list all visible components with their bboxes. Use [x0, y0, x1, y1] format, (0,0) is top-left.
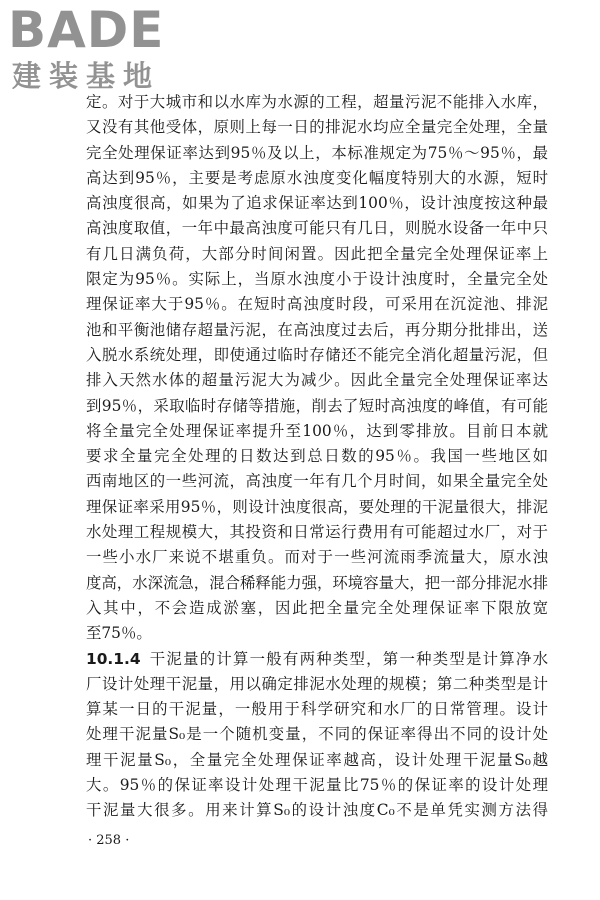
text-line: 入其中，不会造成淤塞，因此把全量完全处理保证率下限放宽: [86, 598, 548, 617]
section-first-line: [86, 647, 548, 672]
text-line: 水处理工程规模大，其投资和日常运行费用有可能超过水厂，对于: [86, 523, 548, 542]
text-line: 限定为95％。实际上，当原水浊度小于设计浊度时，全量完全处: [86, 270, 548, 289]
watermark-bade-text: BADE: [8, 1, 165, 59]
text-line: 一些小水厂来说不堪重负。而对于一些河流雨季流量大，原水浊: [86, 548, 548, 567]
text-line: 干泥量大很多。用来计算S₀的设计浊度C₀不是单凭实测方法得: [86, 801, 548, 820]
text-line: 高浊度很高，如果为了追求保证率达到100％，设计浊度按这种最: [86, 194, 548, 213]
paragraph-guarantee-rate: [86, 90, 548, 647]
text-line: 定。对于大城市和以水库为水源的工程，超量污泥不能排入水库，: [86, 93, 548, 111]
text-line: 有几日满负荷，大部分时间闲置。因此把全量完全处理保证率上: [86, 244, 548, 263]
text-line: 厂设计处理干泥量，用以确定排泥水处理的规模；第二种类型是计: [86, 674, 548, 693]
watermark-logo: [8, 1, 188, 96]
text-line: 完全处理保证率达到95％及以上，本标准规定为75％～95％，最: [86, 143, 548, 162]
section-10-1-4: [86, 647, 548, 824]
text-line: 排入天然水体的超量污泥大为减少。因此全量完全处理保证率达: [86, 371, 548, 390]
text-line: 至75％。: [86, 624, 152, 643]
text-line: 高达到95％，主要是考虑原水浊度变化幅度特别大的水源，短时: [86, 168, 548, 187]
watermark-subtitle: 建装基地: [12, 59, 161, 93]
text-line: 池和平衡池储存超量污泥，在高浊度过去后，再分期分批排出，送: [86, 320, 548, 339]
text-line: 要求全量完全处理的日数达到总日数的95％。我国一些地区如: [86, 447, 548, 466]
text-line: 又没有其他受体，原则上每一日的排泥水均应全量完全处理，全量: [86, 118, 548, 137]
text-line: 理保证率采用95％，则设计浊度很高，要处理的干泥量很大，排泥: [86, 497, 548, 516]
text-line: 理保证率大于95％。在短时高浊度时段，可采用在沉淀池、排泥: [86, 295, 548, 314]
section-number: 10.1.4: [86, 649, 141, 668]
text-line: 算某一日的干泥量，一般用于科学研究和水厂的日常管理。设计: [86, 700, 548, 719]
page-body: [86, 90, 548, 824]
text-line: 到95％，采取临时存储等措施，削去了短时高浊度的峰值，有可能: [86, 396, 548, 415]
text-line: 将全量完全处理保证率提升至100％，达到零排放。目前日本就: [86, 421, 548, 440]
text-line: 处理干泥量S₀是一个随机变量，不同的保证率得出不同的设计处: [86, 725, 548, 744]
text-line: 大。95％的保证率设计处理干泥量比75％的保证率的设计处理: [86, 776, 548, 795]
text-line: 入脱水系统处理，即使通过临时存储还不能完全消化超量污泥，但: [86, 345, 548, 364]
section-first-text: 干泥量的计算一般有两种类型，第一种类型是计算净水: [148, 649, 548, 668]
page-number: · 258 ·: [88, 833, 130, 848]
text-line: 高浊度取值，一年中最高浊度可能只有几日，则脱水设备一年中只: [86, 219, 548, 238]
text-line: 度高，水深流急，混合稀释能力强，环境容量大，把一部分排泥水排: [86, 573, 548, 592]
text-line: 西南地区的一些河流，高浊度一年有几个月时间，如果全量完全处: [86, 472, 548, 491]
text-line: 理干泥量S₀，全量完全处理保证率越高，设计处理干泥量S₀越: [86, 750, 548, 769]
